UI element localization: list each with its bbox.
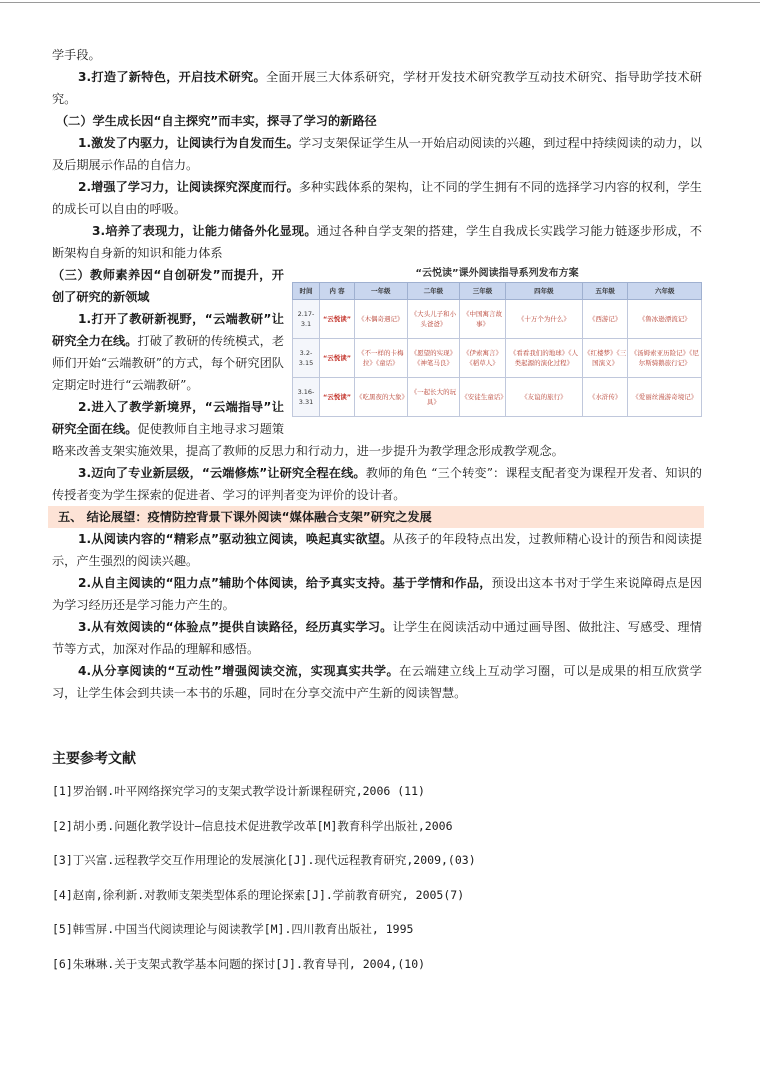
table-row (293, 378, 702, 417)
schedule-table (292, 282, 702, 417)
table-row (293, 300, 702, 339)
table-header: 六年级 (628, 283, 702, 300)
book-cell: 《鲁冰逊漂流记》 (628, 300, 702, 339)
references-title: 主要参考文献 (52, 751, 136, 767)
book-cell: 《愿望的实现》《神笔马良》 (407, 339, 460, 378)
point-heading: 1.打开了教研新视野，“云端教研”让研究全力在线。 (52, 312, 284, 348)
reference-item: [2]胡小勇.问题化教学设计—信息技术促进教学改革[M]教育科学出版社,2006 (52, 818, 453, 833)
point-heading: 2.进入了教学新境界，“云端指导”让研究全面在线。 (52, 400, 284, 436)
book-cell: 《伊索寓言》《稻草人》 (460, 339, 506, 378)
table-header: 内 容 (320, 283, 355, 300)
paragraph-learning (52, 176, 702, 220)
point-text: 通过各种自学支架的搭建，学生自我成长实践学习能力链逐步形成，不断架构自身新的知识和能力体系 (52, 224, 702, 260)
paragraph-motivation (52, 132, 702, 176)
reference-item: [1]罗治钢.叶平网络探究学习的支架式教学设计新课程研究,2006 (11) (52, 784, 425, 798)
point-text: 打破了教研的传统模式，老师们开始“云端教研”的方式，每个研究团队定期定时进行“云端教研”。 (52, 334, 285, 392)
reference-item: [6]朱琳琳.关于支架式教学基本问题的探讨[J].教育导刊, 2004,(10) (52, 956, 426, 971)
point-heading: 2.从自主阅读的“阻力点”辅助个体阅读，给予真实支持。基于学情和作品， (78, 576, 492, 590)
table-header: 五年级 (582, 283, 628, 300)
reference-item: [5]韩雪屏.中国当代阅读理论与阅读教学[M].四川教育出版社, 1995 (52, 922, 414, 936)
paragraph-obstacle (52, 572, 702, 616)
content-cell: “云悦读” (320, 339, 355, 378)
table-header: 二年级 (407, 283, 460, 300)
date-cell: 3.2-3.15 (293, 339, 320, 378)
book-cell: 《不一样的卡梅拉》《童话》 (355, 339, 408, 378)
content-cell: “云悦读” (320, 300, 355, 339)
section-banner: 五、 结论展望：疫情防控背景下课外阅读“媒体融合支架”研究之发展 (48, 506, 704, 528)
point-heading: 3.从有效阅读的“体验点”提供自读路径，经历真实学习。 (78, 620, 393, 634)
schedule-figure (292, 266, 702, 417)
point-heading: 1.从阅读内容的“精彩点”驱动独立阅读，唤起真实欲望。 (78, 532, 393, 546)
book-cell: 《汤姆索亚历险记》《尼尔斯骑鹅旅行记》 (628, 339, 702, 378)
book-cell: 《爱丽丝漫游奇境记》 (628, 378, 702, 417)
table-header: 时间 (293, 283, 320, 300)
point-text: 在云端建立线上互动学习圈，可以是成果的相互欣赏学习，让学生体会到共读一本书的乐趣，同时在分享交流中产生新的阅读智慧。 (52, 664, 702, 700)
date-cell: 2.17-3.1 (293, 300, 320, 339)
point-heading: 3.迈向了专业新层级，“云端修炼”让研究全程在线。 (78, 466, 366, 480)
content-cell: “云悦读” (320, 378, 355, 417)
point-text: 让学生在阅读活动中通过画导图、做批注、写感受、理情节等方式，加深对作品的理解和感悟。 (52, 620, 702, 656)
paragraph-cloud-training (52, 462, 702, 506)
point-heading: 1.激发了内驱力，让阅读行为自发而生。 (78, 136, 299, 150)
book-cell: 《友谊的旅行》 (505, 378, 582, 417)
book-cell: 《一起长大的玩具》 (407, 378, 460, 417)
book-cell: 《看看我们的地球》《人类起源的演化过程》 (505, 339, 582, 378)
book-cell: 《安徒生童话》 (460, 378, 506, 417)
table-header-row (293, 283, 702, 300)
book-cell: 《木偶奇遇记》 (355, 300, 408, 339)
references-section (52, 748, 702, 989)
book-cell: 《十万个为什么》 (505, 300, 582, 339)
reference-item: [4]赵南,徐利新.对教师支架类型体系的理论探索[J].学前教育研究, 2005(7) (52, 887, 465, 902)
date-cell: 3.16-3.31 (293, 378, 320, 417)
point-text: 预设出这本书对于学生来说障碍点是因为学习经历还是学习能力产生的。 (52, 576, 702, 612)
body-text (52, 44, 702, 704)
page-top-rule (0, 2, 760, 3)
book-cell: 《西游记》 (582, 300, 628, 339)
book-cell: 《中国寓言故事》 (460, 300, 506, 339)
section-heading-2: （二）学生成长因“自主探究”而丰实，探寻了学习的新路径 (56, 114, 377, 128)
table-header: 一年级 (355, 283, 408, 300)
point-text: 从孩子的年段特点出发，过教师精心设计的预告和阅读提示，产生强烈的阅读兴趣。 (52, 532, 702, 568)
point-text: 多种实践体系的架构，让不同的学生拥有不同的选择学习内容的权利，学生的成长可以自由的呼吸。 (52, 180, 702, 216)
point-heading: 4.从分享阅读的“互动性”增强阅读交流，实现真实共学。 (78, 664, 400, 678)
book-cell: 《红楼梦》《三国演义》 (582, 339, 628, 378)
paragraph-fragment: 学手段。 (52, 48, 101, 62)
point-text: 教师的角色 “三个转变”：课程支配者变为课程开发者、知识的传授者变为学生探索的促进者、学习的评判者变为评价的设计者。 (52, 466, 702, 502)
point-heading: 3.培养了表现力，让能力储备外化显现。 (92, 224, 317, 238)
paragraph-sharing (52, 660, 702, 704)
book-cell: 《吃黑夜的大象》 (355, 378, 408, 417)
paragraph-feature (52, 66, 702, 110)
point-text: 学习支架保证学生从一开始启动阅读的兴趣，到过程中持续阅读的动力，以及后期展示作品的自信力。 (52, 136, 702, 172)
paragraph-highlight (52, 528, 702, 572)
table-header: 四年级 (505, 283, 582, 300)
point-text: 全面开展三大体系研究，学材开发技术研究教学互动技术研究、指导助学技术研究。 (52, 70, 702, 106)
point-heading: 3.打造了新特色，开启技术研究。 (78, 70, 266, 84)
table-header: 三年级 (460, 283, 506, 300)
point-text: 促使教师自主地寻求习题策略来改善支架实施效果，提高了教师的反思力和行动力，进一步提升为教学理念形成教学观念。 (52, 422, 564, 458)
table-row (293, 339, 702, 378)
paragraph-expression (52, 220, 702, 264)
point-heading: 2.增强了学习力，让阅读探究深度而行。 (78, 180, 299, 194)
figure-title: “云悦读”课外阅读指导系列发布方案 (415, 268, 579, 279)
reference-item: [3]丁兴富.远程教学交互作用理论的发展演化[J].现代远程教育研究,2009,(03) (52, 853, 476, 867)
section-heading-3: （三）教师素养因“自创研发”而提升，开创了研究的新领域 (52, 268, 284, 304)
paragraph-experience (52, 616, 702, 660)
book-cell: 《大头儿子和小头爸爸》 (407, 300, 460, 339)
book-cell: 《水浒传》 (582, 378, 628, 417)
